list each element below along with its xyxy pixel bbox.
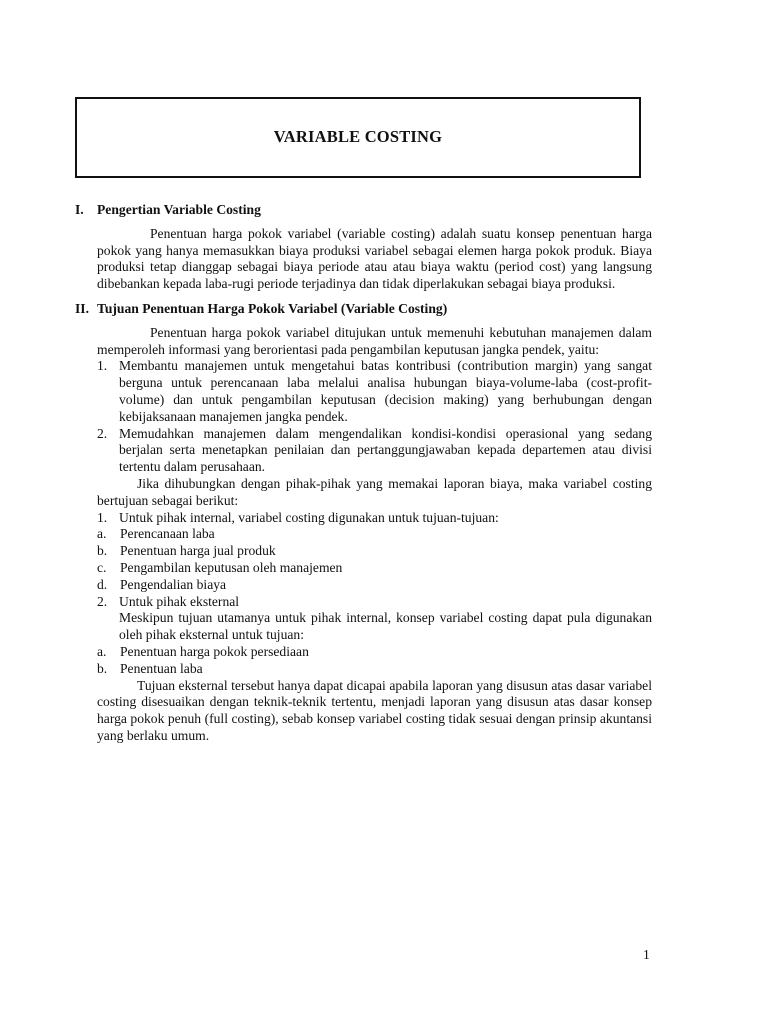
list-number: 2.	[97, 425, 108, 441]
sub-list-text: Penentuan harga pokok persediaan	[120, 643, 309, 659]
section-2-intro: Penentuan harga pokok variabel ditujukan untuk memenuhi kebutuhan manajemen dalam memperoleh informasi yang berorientasi pada pengambilan keputusan jangka pendek, yaitu:	[97, 324, 652, 357]
sub-list-text: Pengambilan keputusan oleh manajemen	[120, 559, 343, 575]
closing-paragraph: Tujuan eksternal tersebut hanya dapat dicapai apabila laporan yang disusun atas dasar variabel costing disesuaikan dengan teknik-teknik tertentu, menjadi laporan yang disusun atas dasar konsep harga pokok penuh (full costing), sebab konsep variabel costing tidak sesuai dengan prinsip akuntansi yang berlaku umum.	[97, 677, 652, 743]
document-body	[75, 202, 652, 745]
list-item	[97, 426, 652, 476]
section-1-body	[97, 226, 652, 293]
sub-list-letter: b.	[97, 660, 108, 676]
sub-list-text: Perencanaan laba	[120, 526, 215, 542]
sub-list-item	[97, 526, 652, 543]
sub-list-item	[97, 644, 652, 661]
section-2-body	[75, 325, 652, 745]
section-2-heading	[75, 301, 652, 318]
sub-list-item	[97, 543, 652, 560]
sub-list-text: Pengendalian biaya	[120, 576, 227, 592]
list-text: Untuk pihak internal, variabel costing digunakan untuk tujuan-tujuan:	[119, 509, 499, 525]
sub-list-item	[97, 577, 652, 594]
page-number: 1	[643, 947, 650, 962]
list-number: 1.	[97, 509, 108, 525]
list-number: 1.	[97, 358, 108, 374]
external-purpose-content	[119, 594, 652, 644]
section-1-heading	[75, 202, 652, 219]
sub-list-letter: a.	[97, 526, 107, 542]
list-text: Memudahkan manajemen dalam mengendalikan kondisi-kondisi operasional yang sedang berjalan serta menetapkan penilaian dan pertanggungjawaban kepada departemen atau divisi tertentu dalam perusahaan.	[119, 425, 652, 475]
title-box	[75, 97, 641, 178]
list-text: Untuk pihak eksternal	[119, 593, 240, 609]
document-title: VARIABLE COSTING	[273, 127, 443, 147]
sub-list-item	[97, 560, 652, 577]
section-1-paragraph: Penentuan harga pokok variabel (variable costing) adalah suatu konsep penentuan harga pokok yang hanya memasukkan biaya produksi variabel sebagai elemen harga pokok produk. Biaya produksi tetap dianggap sebagai biaya periode atau atau biaya waktu (period cost) yang langsung dibebankan kepada laba-rugi periode terjadinya dan tidak diperlakukan sebagai biaya produksi.	[97, 225, 652, 292]
internal-purpose-item	[97, 510, 652, 527]
external-purpose-item	[97, 594, 652, 644]
sub-list-letter: a.	[97, 643, 107, 659]
sub-list-text: Penentuan laba	[120, 660, 203, 676]
external-purpose-description: Meskipun tujuan utamanya untuk pihak internal, konsep variabel costing dapat pula digunakan oleh pihak eksternal untuk tujuan:	[119, 610, 652, 643]
section-1-number: I.	[75, 202, 84, 217]
sub-list-letter: b.	[97, 543, 108, 559]
sub-list-letter: c.	[97, 559, 107, 575]
list-item	[97, 358, 652, 425]
sub-list-item	[97, 661, 652, 678]
list-text: Membantu manajemen untuk mengetahui batas kontribusi (contribution margin) yang sangat berguna untuk perencanaan laba melalui analisa hubungan biaya-volume-laba (cost-profit-volume) dan untuk pengambilan keputusan (decision making) yang berhubungan dengan kebijaksanaan manajemen jangka pendek.	[119, 358, 652, 424]
sub-list-text: Penentuan harga jual produk	[120, 543, 276, 559]
list-number: 2.	[97, 593, 108, 609]
section-2-number: II.	[75, 300, 89, 316]
section-2-title: Tujuan Penentuan Harga Pokok Variabel (Variable Costing)	[97, 300, 448, 316]
section-1-title: Pengertian Variable Costing	[97, 202, 261, 217]
sub-list-letter: d.	[97, 576, 108, 592]
section-2-paragraph-2: Jika dihubungkan dengan pihak-pihak yang memakai laporan biaya, maka variabel costing bertujuan sebagai berikut:	[97, 475, 652, 508]
